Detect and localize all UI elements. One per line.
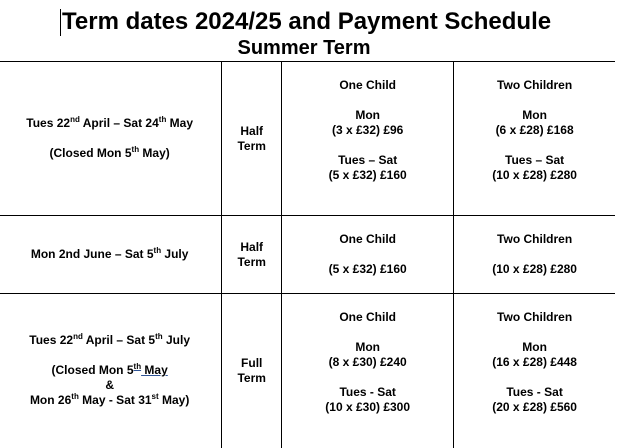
table-row	[0, 294, 615, 448]
table-row	[0, 216, 615, 294]
term-dates-cell: Mon 2nd June – Sat 5th July	[0, 216, 222, 294]
term-schedule-table	[0, 61, 615, 448]
document-title: Term dates 2024/25 and Payment Schedule	[62, 8, 552, 35]
closure-note: Mon 26th May - Sat 31st May)	[29, 392, 190, 408]
two-children-cell: Two Children (10 x £28) £280	[454, 216, 615, 294]
closure-note: (Closed Mon 5th May)	[49, 145, 170, 160]
table-row	[0, 62, 615, 216]
text-cursor	[60, 9, 61, 36]
term-type-cell: Half Term	[222, 216, 282, 294]
term-dates-cell	[0, 294, 222, 448]
one-child-cell: One Child Mon (8 x £30) £240 Tues - Sat (10 x £30) £300	[282, 294, 454, 448]
one-child-cell: One Child (5 x £32) £160	[282, 216, 454, 294]
two-children-cell: Two Children Mon (6 x £28) £168 Tues – Sat (10 x £28) £280	[454, 62, 615, 216]
term-type-cell: Full Term	[222, 294, 282, 448]
dates-line: Tues 22nd April – Sat 24th May	[26, 115, 194, 130]
two-children-cell: Two Children Mon (16 x £28) £448 Tues - Sat (20 x £28) £560	[454, 294, 615, 448]
term-dates-cell	[0, 62, 222, 216]
ampersand: &	[105, 378, 114, 393]
closure-note: (Closed Mon 5th May	[51, 362, 168, 378]
term-type-cell: Half Term	[222, 62, 282, 216]
dates-line: Tues 22nd April – Sat 5th July	[29, 332, 191, 348]
one-child-cell: One Child Mon (3 x £32) £96 Tues – Sat (5 x £32) £160	[282, 62, 454, 216]
document-subtitle: Summer Term	[237, 37, 371, 59]
